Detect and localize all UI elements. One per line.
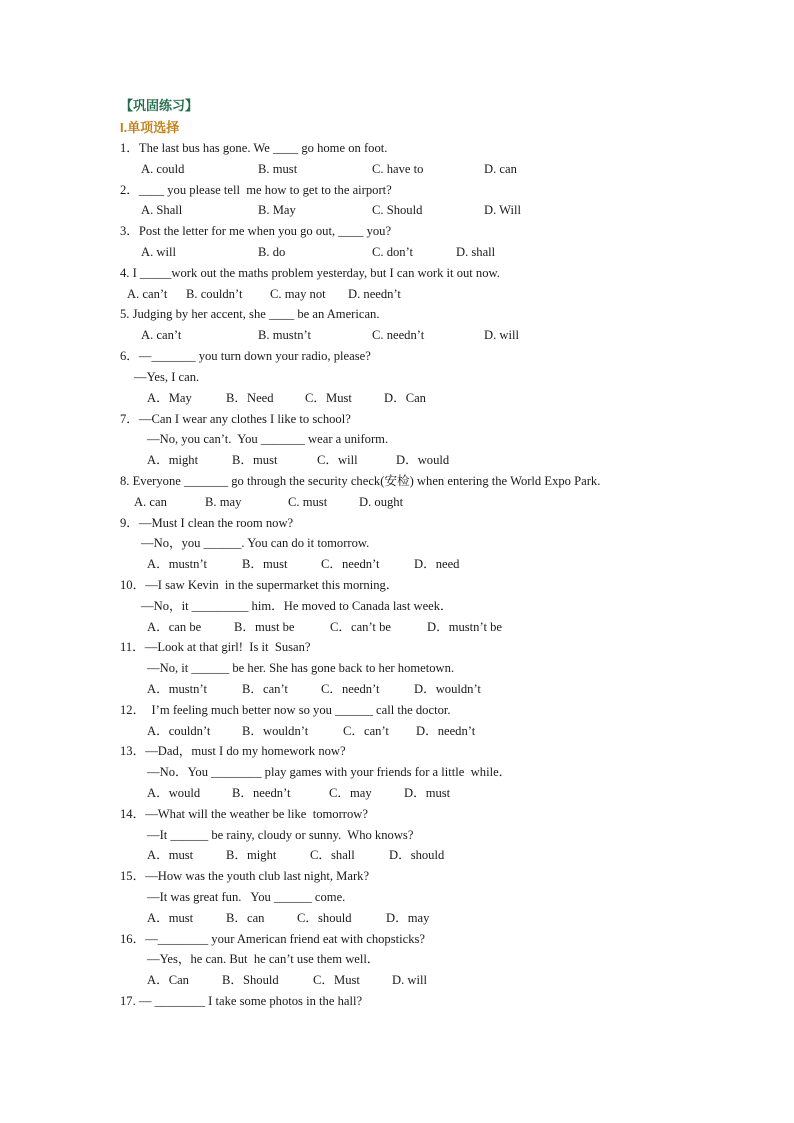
question-7-option: B．must (232, 453, 278, 467)
question-5-stem: 5. Judging by her accent, she ____ be an American. (120, 307, 380, 321)
question-6-response: —Yes, I can. (134, 370, 200, 384)
question-1-stem: 1．The last bus has gone. We ____ go home on foot. (120, 141, 388, 155)
question-14-option: D．should (389, 848, 445, 862)
question-4-option: D. needn’t (348, 287, 401, 301)
question-5-option: A. can’t (141, 328, 182, 342)
question-15-option: D．may (386, 911, 430, 925)
question-9-option: D．need (414, 557, 460, 571)
question-15-option: C．should (297, 911, 352, 925)
question-11-option: B．can’t (242, 682, 288, 696)
question-10-option: A．can be (147, 620, 202, 634)
question-6-option: A．May (147, 391, 192, 405)
question-13-response: —No．You ________ play games with your friends for a little while． (147, 765, 512, 779)
question-15-option: B．can (226, 911, 265, 925)
question-17-stem: 17. — ________ I take some photos in the hall? (120, 994, 363, 1008)
question-12-option: B．wouldn’t (242, 724, 309, 738)
question-12-option: C．can’t (343, 724, 389, 738)
question-5-option: C. needn’t (372, 328, 425, 342)
question-6-option: C．Must (305, 391, 352, 405)
question-6-option: D．Can (384, 391, 426, 405)
question-6-option: B．Need (226, 391, 274, 405)
question-12-stem: 12． I’m feeling much better now so you ______ call the doctor. (120, 703, 451, 717)
question-4-option: C. may not (270, 287, 326, 301)
question-11-response: —No, it ______ be her. She has gone back to her hometown. (147, 661, 455, 675)
question-4-option: A. can’t (127, 287, 168, 301)
question-9-option: A．mustn’t (147, 557, 207, 571)
question-8-option: C. must (288, 495, 328, 509)
question-2-option: B. May (258, 203, 296, 217)
question-14-response: —It ______ be rainy, cloudy or sunny. Who knows? (147, 828, 414, 842)
question-15-stem: 15．—How was the youth club last night, Mark? (120, 869, 370, 883)
question-7-option: C．will (317, 453, 358, 467)
question-11-option: C．needn’t (321, 682, 380, 696)
question-3-option: D. shall (456, 245, 496, 259)
question-16-response: —Yes，he can. But he can’t use them well． (147, 952, 380, 966)
question-8-option: A. can (134, 495, 167, 509)
question-11-option: A．mustn’t (147, 682, 207, 696)
question-4-option: B. couldn’t (186, 287, 243, 301)
question-11-option: D．wouldn’t (414, 682, 481, 696)
question-3-stem: 3．Post the letter for me when you go out, ____ you? (120, 224, 392, 238)
question-7-stem: 7．—Can I wear any clothes I like to school? (120, 412, 351, 426)
question-1-option: C. have to (372, 162, 424, 176)
question-3-option: A. will (141, 245, 176, 259)
question-7-option: D．would (396, 453, 450, 467)
question-14-option: B．might (226, 848, 277, 862)
question-9-option: C．needn’t (321, 557, 380, 571)
question-3-option: B. do (258, 245, 286, 259)
question-10-option: C．can’t be (330, 620, 391, 634)
question-9-stem: 9．—Must I clean the room now? (120, 516, 294, 530)
question-16-option: A．Can (147, 973, 189, 987)
question-16-option: D. will (392, 973, 427, 987)
question-2-option: C. Should (372, 203, 423, 217)
question-14-option: A．must (147, 848, 194, 862)
question-11-stem: 11．—Look at that girl! Is it Susan? (120, 640, 311, 654)
question-2-stem: 2．____ you please tell me how to get to the airport? (120, 183, 392, 197)
question-1-option: B. must (258, 162, 298, 176)
question-8-option: D. ought (359, 495, 404, 509)
question-9-option: B．must (242, 557, 288, 571)
section-title: 【巩固练习】 (120, 98, 199, 113)
question-12-option: D．needn’t (416, 724, 476, 738)
question-14-stem: 14．—What will the weather be like tomorrow? (120, 807, 368, 821)
question-14-option: C．shall (310, 848, 355, 862)
question-15-response: —It was great fun. You ______ come. (147, 890, 346, 904)
subsection-title: I.单项选择 (120, 120, 180, 135)
question-13-option: C．may (329, 786, 372, 800)
question-2-option: A. Shall (141, 203, 183, 217)
question-10-option: B．must be (234, 620, 295, 634)
question-16-option: C．Must (313, 973, 360, 987)
question-9-response: —No，you ______. You can do it tomorrow. (141, 536, 370, 550)
question-1-option: D. can (484, 162, 517, 176)
question-8-stem: 8. Everyone _______ go through the security check(安检) when entering the World Expo Park. (120, 474, 601, 488)
question-8-option: B. may (205, 495, 242, 509)
question-16-option: B．Should (222, 973, 279, 987)
question-7-response: —No, you can’t. You _______ wear a uniform. (147, 432, 389, 446)
question-5-option: B. mustn’t (258, 328, 311, 342)
question-13-option: A．would (147, 786, 201, 800)
question-12-option: A．couldn’t (147, 724, 211, 738)
question-15-option: A．must (147, 911, 194, 925)
question-16-stem: 16．—________ your American friend eat with chopsticks? (120, 932, 425, 946)
question-5-option: D. will (484, 328, 519, 342)
question-10-option: D．mustn’t be (427, 620, 502, 634)
question-6-stem: 6．—_______ you turn down your radio, please? (120, 349, 371, 363)
question-10-response: —No，it _________ him．He moved to Canada last week． (141, 599, 453, 613)
question-7-option: A．might (147, 453, 199, 467)
question-3-option: C. don’t (372, 245, 414, 259)
question-13-option: D．must (404, 786, 451, 800)
question-4-stem: 4. I _____work out the maths problem yesterday, but I can work it out now. (120, 266, 500, 280)
question-13-stem: 13．—Dad，must I do my homework now? (120, 744, 346, 758)
question-10-stem: 10．—I saw Kevin in the supermarket this morning． (120, 578, 399, 592)
question-13-option: B．needn’t (232, 786, 291, 800)
question-2-option: D. Will (484, 203, 522, 217)
question-1-option: A. could (141, 162, 185, 176)
